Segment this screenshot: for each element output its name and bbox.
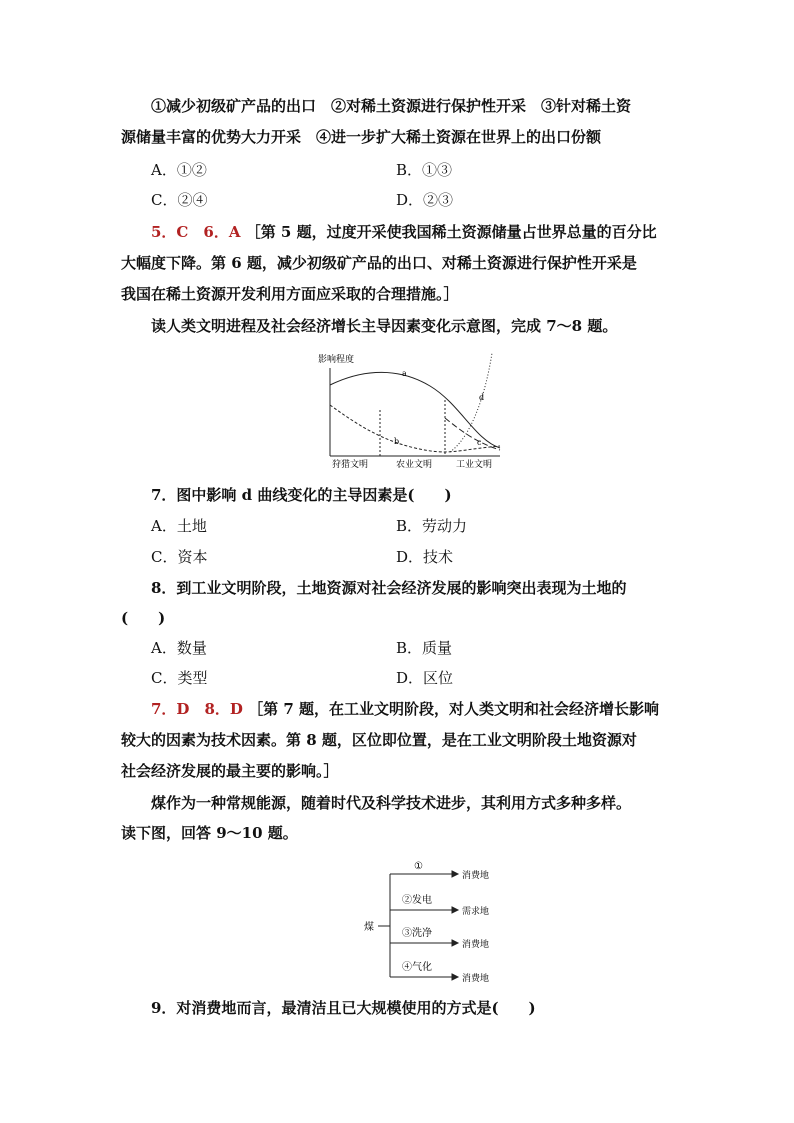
q6-choice-a: A．①② xyxy=(151,161,207,179)
q8-choice-a: A．数量 xyxy=(151,639,207,657)
answer-5-6-line1 xyxy=(151,222,657,242)
intro-7-8: 读人类文明进程及社会经济增长主导因素变化示意图，完成 7～8 题。 xyxy=(151,317,618,335)
answer-5-6-explanation-1: ［第 5 题，过度开采使我国稀土资源储量占世界总量的百分比 xyxy=(245,223,657,241)
branch-label-1: ① xyxy=(414,861,423,872)
q6-choice-d: D．②③ xyxy=(396,191,454,209)
q7-choice-b: B．劳动力 xyxy=(396,517,468,535)
intro-9-10-line2: 读下图，回答 9～10 题。 xyxy=(121,824,298,842)
q8-choice-c: C．类型 xyxy=(151,669,208,687)
q8-stem-paren: ( ) xyxy=(121,609,166,627)
stage-label-hunting: 狩猎文明 xyxy=(332,460,369,470)
civilization-chart xyxy=(310,348,510,474)
stage-label-industrial: 工业文明 xyxy=(456,460,493,470)
stage-label-agricultural: 农业文明 xyxy=(396,460,433,470)
q7-choice-a: A．土地 xyxy=(151,517,207,535)
q6-choice-b: B．①③ xyxy=(396,161,453,179)
arrowhead-4 xyxy=(452,974,458,980)
q9-stem: 9．对消费地而言，最清洁且已大规模使用的方式是( ) xyxy=(151,999,536,1017)
answer-7-8-line3: 社会经济发展的最主要的影响。］ xyxy=(121,762,339,780)
q7-stem: 7．图中影响 d 曲线变化的主导因素是( ) xyxy=(151,486,452,504)
q8-choice-b: B．质量 xyxy=(396,639,453,657)
intro-9-10-line1: 煤作为一种常规能源，随着时代及科学技术进步，其利用方式多种多样。 xyxy=(151,794,632,812)
answer-5-6-key: 5．C 6．A xyxy=(151,223,241,241)
arrowhead-2 xyxy=(452,907,458,913)
branch-target-3: 消费地 xyxy=(462,940,490,950)
answer-7-8-line2: 较大的因素为技术因素。第 8 题，区位即位置，是在工业文明阶段土地资源对 xyxy=(121,731,637,749)
branch-target-2: 需求地 xyxy=(462,907,490,917)
answer-7-8-line1 xyxy=(151,699,659,719)
curve-a xyxy=(330,372,500,448)
chart-ylabel: 影响程度 xyxy=(318,355,355,365)
branch-target-1: 消费地 xyxy=(462,871,490,881)
q7-choice-c: C．资本 xyxy=(151,548,208,566)
branch-label-3: ③洗净 xyxy=(402,928,432,939)
branch-target-4: 消费地 xyxy=(462,974,490,984)
answer-5-6-line2: 大幅度下降。第 6 题，减少初级矿产品的出口、对稀土资源进行保护性开采是 xyxy=(121,254,637,272)
coal-utilization-diagram xyxy=(358,855,508,987)
q6-option-text-line2: 源储量丰富的优势大力开采 ④进一步扩大稀土资源在世界上的出口份额 xyxy=(121,128,602,146)
q6-option-text-line1: ①减少初级矿产品的出口 ②对稀土资源进行保护性开采 ③针对稀土资 xyxy=(151,97,632,115)
branch-label-2: ②发电 xyxy=(402,895,432,906)
curve-c xyxy=(445,418,500,450)
branch-label-4: ④气化 xyxy=(402,962,432,973)
q8-choice-d: D．区位 xyxy=(396,669,454,687)
answer-7-8-key: 7．D 8．D xyxy=(151,700,243,718)
arrowhead-1 xyxy=(452,871,458,877)
q8-stem: 8．到工业文明阶段，土地资源对社会经济发展的影响突出表现为土地的 xyxy=(151,579,627,597)
curve-label-d: d xyxy=(479,393,485,402)
arrowhead-3 xyxy=(452,940,458,946)
curve-label-b: b xyxy=(394,437,400,446)
curve-label-a: a xyxy=(402,369,407,378)
curve-label-c: c xyxy=(477,438,482,447)
curve-b xyxy=(330,405,500,452)
q6-choice-c: C．②④ xyxy=(151,191,208,209)
q7-choice-d: D．技术 xyxy=(396,548,454,566)
answer-7-8-explanation-1: ［第 7 题，在工业文明阶段，对人类文明和社会经济增长影响 xyxy=(248,700,660,718)
coal-source-label: 煤 xyxy=(364,922,374,933)
answer-5-6-line3: 我国在稀土资源开发利用方面应采取的合理措施。］ xyxy=(121,285,459,303)
